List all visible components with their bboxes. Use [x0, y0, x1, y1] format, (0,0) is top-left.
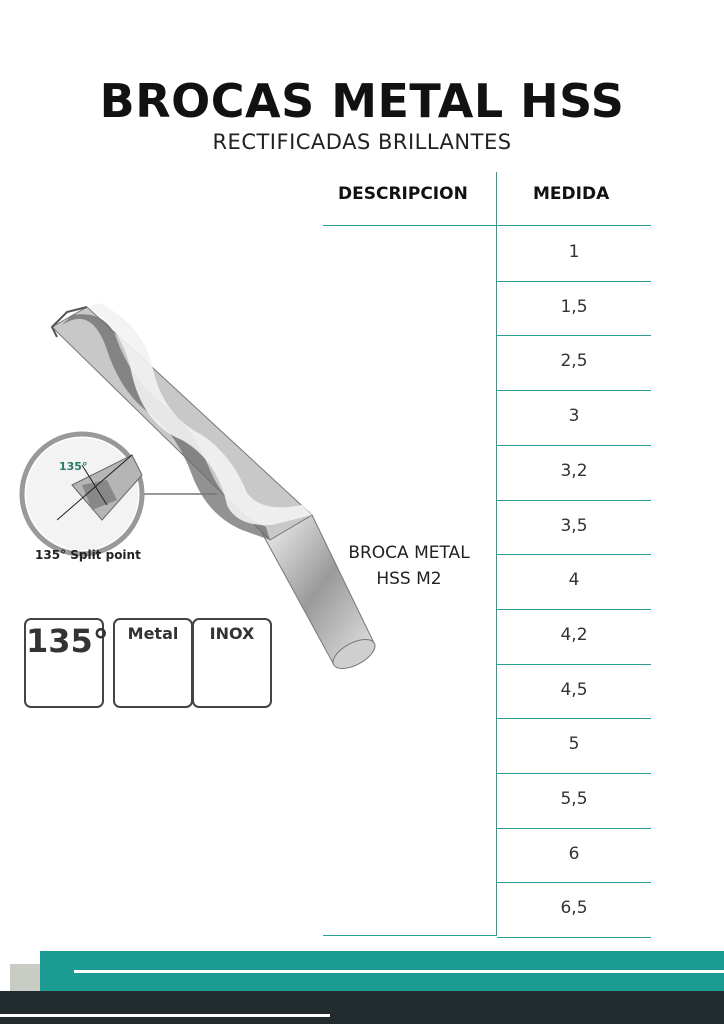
measure-cell: 2,5: [560, 351, 588, 372]
measure-cell: 6: [568, 843, 580, 864]
column-header-description: DESCRIPCION: [338, 184, 468, 204]
page-title: BROCAS METAL HSS: [99, 74, 625, 128]
split-point-label: 135° Split point: [35, 548, 141, 562]
description-line-2: HSS M2: [376, 569, 442, 589]
measure-cell: 1,5: [560, 296, 588, 317]
measure-cell: 4: [568, 570, 580, 591]
badge-135-label: 135°: [26, 622, 109, 660]
measure-row-rule: [497, 664, 651, 665]
measure-row-rule: [497, 335, 651, 336]
measure-cell: 3: [568, 406, 580, 427]
measure-row-rule: [497, 937, 651, 938]
measure-cell: 1: [568, 242, 580, 262]
badge-135: [24, 618, 109, 708]
measure-cell: 6,5: [560, 898, 588, 919]
column-header-measure: MEDIDA: [533, 184, 610, 204]
measure-cell: 5: [568, 734, 580, 755]
footer-white-rule-bottom: [0, 1014, 330, 1017]
angle-label: 135°: [59, 460, 88, 473]
page-subtitle: RECTIFICADAS BRILLANTES: [212, 130, 512, 154]
measure-row-rule: [497, 882, 651, 883]
measure-row-rule: [497, 390, 651, 391]
table-header-rule: [323, 225, 651, 226]
badge-metal: [113, 618, 193, 708]
description-cell: [323, 540, 495, 592]
measure-cell: 4,2: [560, 624, 588, 645]
measure-row-rule: [497, 828, 651, 829]
description-line-1: BROCA METAL: [348, 543, 470, 563]
measure-cell: 5,5: [560, 789, 588, 809]
badge-metal-label: Metal: [127, 624, 179, 643]
table-bottom-rule-left: [323, 935, 496, 936]
measure-cell: 4,5: [560, 679, 588, 700]
measure-row-rule: [497, 554, 651, 555]
measure-row-rule: [497, 609, 651, 610]
measure-row-rule: [497, 718, 651, 719]
measure-cell: 3,5: [560, 515, 588, 536]
measure-row-rule: [497, 445, 651, 446]
measure-cell: 3,2: [560, 460, 588, 481]
measure-row-rule: [497, 773, 651, 774]
badge-inox-label: INOX: [209, 624, 255, 643]
footer-dark-band: [0, 991, 724, 1024]
badge-inox: [192, 618, 272, 708]
footer-white-rule: [74, 970, 724, 973]
measure-row-rule: [497, 281, 651, 282]
measure-row-rule: [497, 500, 651, 501]
